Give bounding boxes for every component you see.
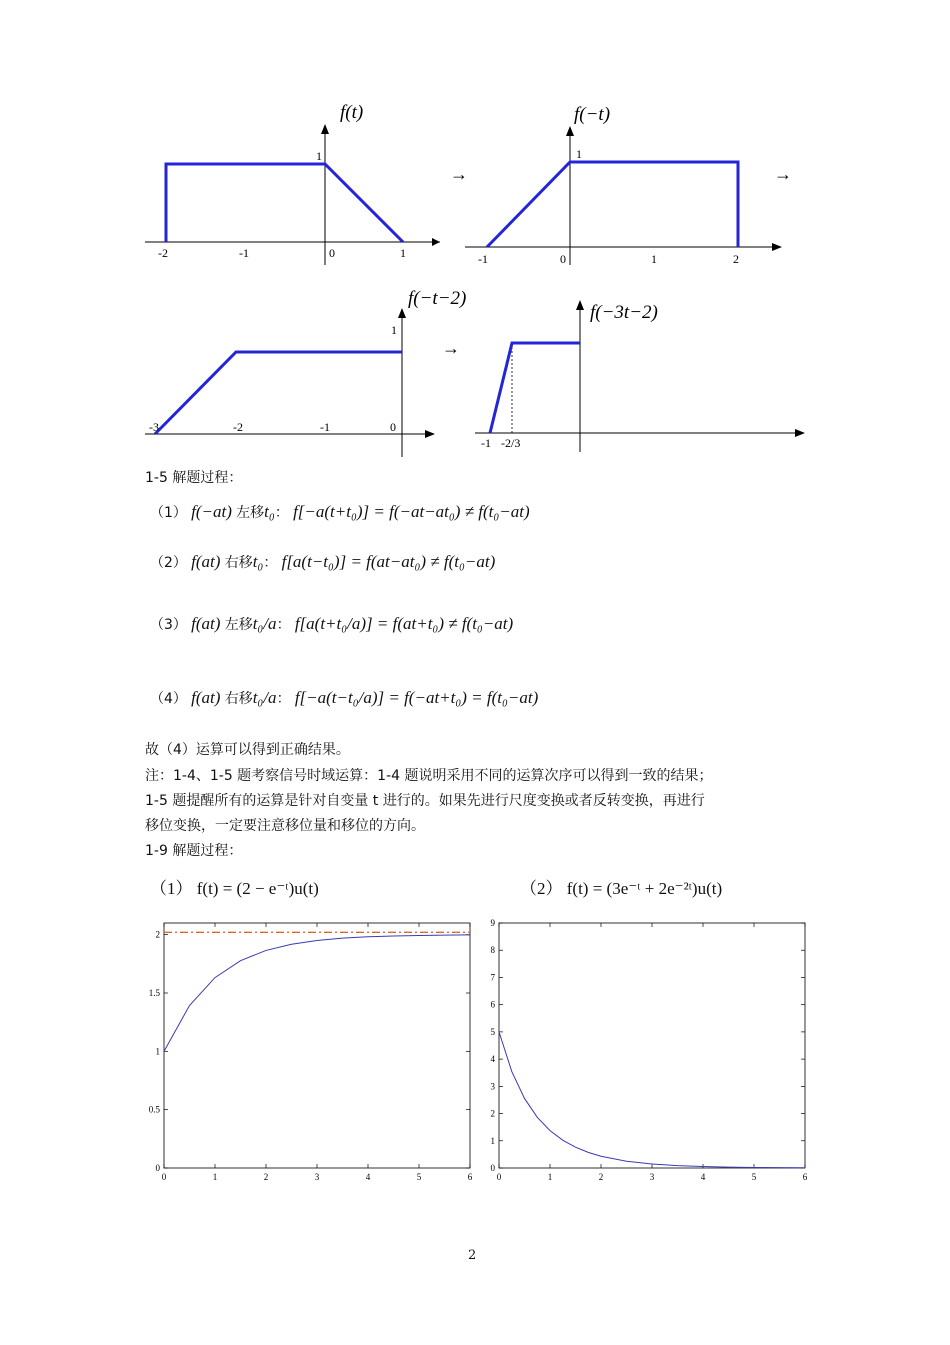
chart-f2-plot (475, 915, 810, 1190)
signal-figure-row2 (140, 282, 820, 457)
x-tick-label: 2 (598, 1172, 604, 1182)
tick-label: -3 (149, 420, 159, 434)
plot-title: f(t) (340, 102, 364, 123)
arrow-glyph: → (774, 164, 792, 184)
equation-1-9-2: （2） f(t) = (3e⁻ᵗ + 2e⁻²ᵗ)u(t) (520, 879, 723, 898)
tick-label: 0 (560, 252, 566, 266)
equation-1-9-1: （1） f(t) = (2 − e⁻ᵗ)u(t) (150, 879, 319, 898)
note-line: 注：1-4、1-5 题考察信号时域运算：1-4 题说明采用不同的运算次序可以得到一致的结果； (145, 768, 713, 784)
plot-f-minus-3t-minus-2 (475, 300, 805, 452)
x-tick-label: 5 (751, 1172, 757, 1182)
y-tick-label: 1 (490, 1135, 495, 1146)
y-tick-label: 8 (490, 945, 495, 956)
x-tick-label: 3 (314, 1172, 320, 1182)
equation-2: （2） f(at) 右移t₀： f[a(t−t₀)] = f(at−at₀) ≠ f(t₀−at) (150, 552, 496, 571)
x-tick-label: 4 (365, 1172, 371, 1182)
plot-f-minus-t (465, 104, 782, 266)
x-tick-label: 5 (416, 1172, 422, 1182)
note-line: 1-5 题提醒所有的运算是针对自变量 t 进行的。如果先进行尺度变换或者反转变换，再进行 (145, 793, 705, 809)
y-tick-label: 4 (490, 1054, 495, 1065)
y-tick-label: 0 (155, 1163, 160, 1173)
plot-title: f(−3t−2) (590, 302, 658, 323)
tick-label: -1 (481, 436, 491, 450)
plot-title: f(−t−2) (408, 288, 467, 309)
arrow-glyph: → (450, 164, 468, 184)
equation-4: （4） f(at) 右移t₀/a： f[−a(t−t₀/a)] = f(−at+t₀) = f(t₀−at) (150, 688, 539, 707)
tick-label: 1 (400, 246, 406, 260)
y-tick-label: 7 (490, 972, 495, 983)
x-tick-label: 6 (467, 1172, 473, 1182)
plot-frame (164, 923, 470, 1168)
equation-3: （3） f(at) 左移t₀/a： f[a(t+t₀/a)] = f(at+t₀) ≠ f(t₀−at) (150, 614, 514, 633)
tick-label: -2 (158, 246, 168, 260)
y-tick-label: 6 (490, 999, 495, 1010)
y-tick-label: 0.5 (148, 1104, 160, 1115)
tick-label: -2 (233, 420, 243, 434)
x-tick-label: 1 (212, 1172, 218, 1182)
conclusion-text: 故（4）运算可以得到正确结果。 (145, 742, 350, 758)
x-tick-label: 0 (496, 1172, 502, 1182)
y-tick-label: 2 (490, 1108, 495, 1119)
plot-f-minus-t-minus-2 (145, 288, 466, 457)
equation-1: （1） f(−at) 左移t₀： f[−a(t+t₀)] = f(−at−at₀) ≠ f(t₀−at) (150, 502, 530, 521)
tick-label: -1 (478, 252, 488, 266)
y-tick-label: 9 (490, 918, 495, 928)
x-tick-label: 6 (802, 1172, 808, 1182)
plot-frame (499, 923, 805, 1168)
y-tick-label: 1.5 (148, 988, 160, 998)
signal-figure-row1 (140, 90, 820, 280)
plot-title: f(−t) (574, 104, 611, 125)
note-line: 移位变换，一定要注意移位量和移位的方向。 (145, 818, 425, 834)
value-label: 1 (316, 149, 322, 163)
tick-label: -1 (320, 420, 330, 434)
tick-label: -2/3 (501, 436, 521, 450)
tick-label: 2 (733, 252, 739, 266)
section-heading-1-9: 1-9 解题过程： (145, 843, 243, 859)
x-tick-label: 2 (263, 1172, 269, 1182)
page-number: 2 (468, 1248, 477, 1263)
x-tick-label: 4 (700, 1172, 706, 1182)
y-tick-label: 2 (155, 929, 160, 940)
chart-f1-plot (140, 915, 475, 1190)
x-tick-label: 1 (547, 1172, 553, 1182)
y-tick-label: 1 (155, 1046, 160, 1057)
x-tick-label: 3 (649, 1172, 655, 1182)
y-tick-label: 3 (490, 1081, 495, 1092)
tick-label: 1 (651, 252, 657, 266)
y-tick-label: 0 (490, 1163, 495, 1173)
section-heading-1-5: 1-5 解题过程： (145, 470, 243, 486)
tick-label: -1 (239, 246, 249, 260)
value-label: 1 (576, 147, 582, 161)
tick-label: 0 (329, 246, 335, 260)
y-tick-label: 5 (490, 1026, 495, 1037)
x-tick-label: 0 (161, 1172, 167, 1182)
tick-label: 0 (390, 420, 396, 434)
arrow-glyph: → (442, 338, 460, 358)
value-label: 1 (391, 323, 397, 337)
plot-f-t (145, 102, 440, 265)
